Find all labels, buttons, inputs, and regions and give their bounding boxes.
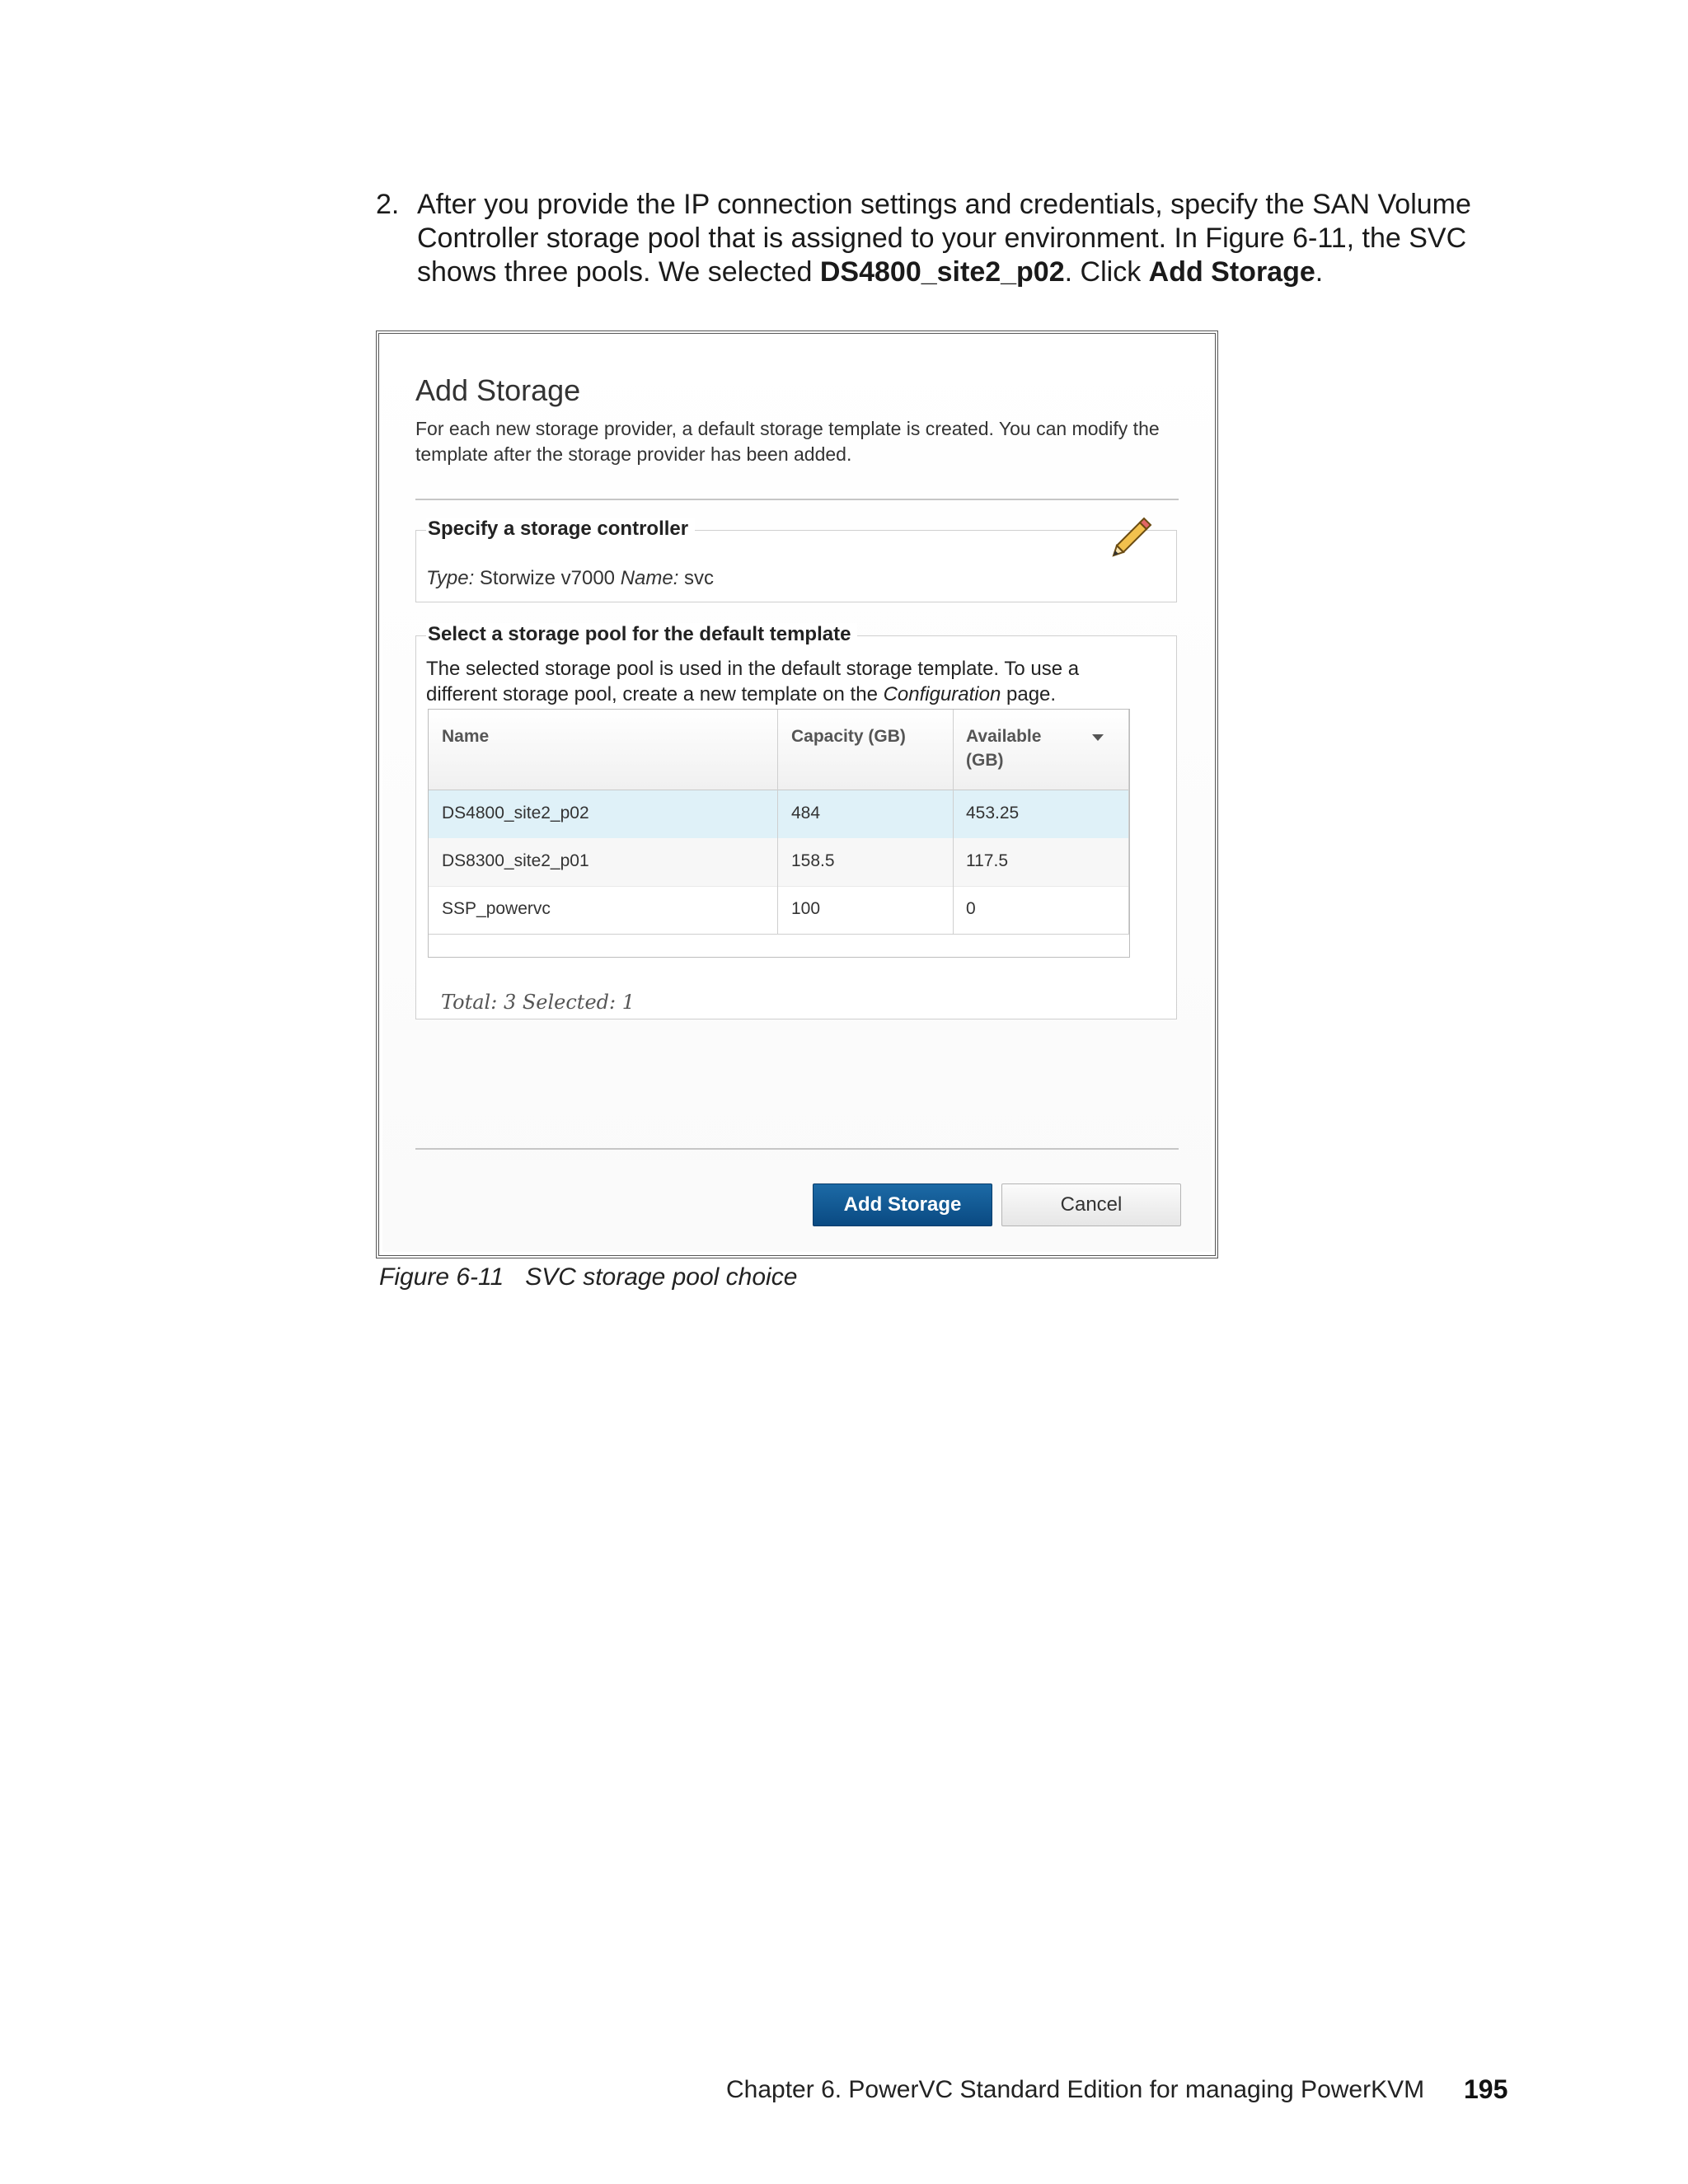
step-number: 2. [376,189,400,220]
table-row[interactable] [429,838,1129,887]
column-divider [1128,710,1129,934]
step-text-2: . Click [1064,256,1149,288]
row-available: 0 [966,899,976,918]
divider [415,1148,1179,1150]
step-bold-pool: DS4800_site2_p02 [819,256,1065,288]
row-capacity: 158.5 [791,851,835,870]
storage-pool-table [428,709,1130,958]
add-storage-dialog [382,337,1212,1252]
table-row[interactable] [429,886,1129,935]
storage-controller-fieldset [415,518,1177,602]
controller-info [426,567,714,590]
row-capacity: 484 [791,804,821,823]
step-text [417,188,1480,289]
name-label: Name: [620,567,679,589]
dialog-description: For each new storage provider, a default storage template is created. You can modify the template after the storage provider has been added. [415,418,1160,465]
step-bold-button: Add Storage [1148,256,1315,288]
header-available-line2: (GB) [966,751,1004,770]
header-name[interactable]: Name [442,727,490,746]
row-name: DS4800_site2_p02 [442,804,589,823]
cancel-button[interactable]: Cancel [1001,1183,1181,1226]
add-storage-button[interactable]: Add Storage [813,1183,992,1226]
table-total-selected: Total: 3 Selected: 1 [441,991,635,1014]
pool-desc-italic: Configuration [883,683,1001,705]
dialog-title: Add Storage [415,373,581,407]
row-available: 117.5 [966,851,1008,870]
step-text-3: . [1315,256,1324,288]
page-number: 195 [1464,2074,1508,2104]
sort-descending-icon[interactable] [1092,734,1104,741]
edit-pencil-icon[interactable] [1109,513,1155,559]
pool-desc-2: page. [1001,683,1057,705]
pool-legend: Select a storage pool for the default template [426,623,857,646]
table-header [429,710,1129,790]
storage-pool-fieldset [415,623,1177,1019]
name-value: svc [684,567,715,589]
column-divider [953,710,954,934]
row-available: 453.25 [966,804,1020,823]
figure-title: SVC storage pool choice [525,1263,798,1291]
header-available[interactable] [966,724,1041,772]
divider [415,499,1179,500]
type-label: Type: [426,567,475,589]
row-capacity: 100 [791,899,821,918]
step-text-1: After you provide the IP connection settings and credentials, specify the SAN Volume Controller storage pool that is assigned to your environment. In Figure 6-11, the SVC shows three pools. We selected [417,189,1471,288]
pool-desc-1: The selected storage pool is used in the default storage template. To use a different storage pool, create a new template on the [426,658,1080,705]
header-capacity[interactable]: Capacity (GB) [791,727,906,746]
pool-description [426,656,1151,707]
figure-label: Figure 6-11 [379,1263,504,1291]
column-divider [777,710,778,934]
table-row[interactable] [429,790,1129,839]
screenshot-frame [376,330,1218,1258]
page-footer-chapter: Chapter 6. PowerVC Standard Edition for managing PowerKVM [726,2076,1425,2103]
row-name: SSP_powervc [442,899,551,918]
header-available-line1: Available [966,727,1042,746]
figure-caption [379,1263,797,1291]
type-value: Storwize v7000 [479,567,616,589]
controller-legend: Specify a storage controller [426,518,695,541]
table-empty-footer [429,934,1129,957]
row-name: DS8300_site2_p01 [442,851,589,870]
